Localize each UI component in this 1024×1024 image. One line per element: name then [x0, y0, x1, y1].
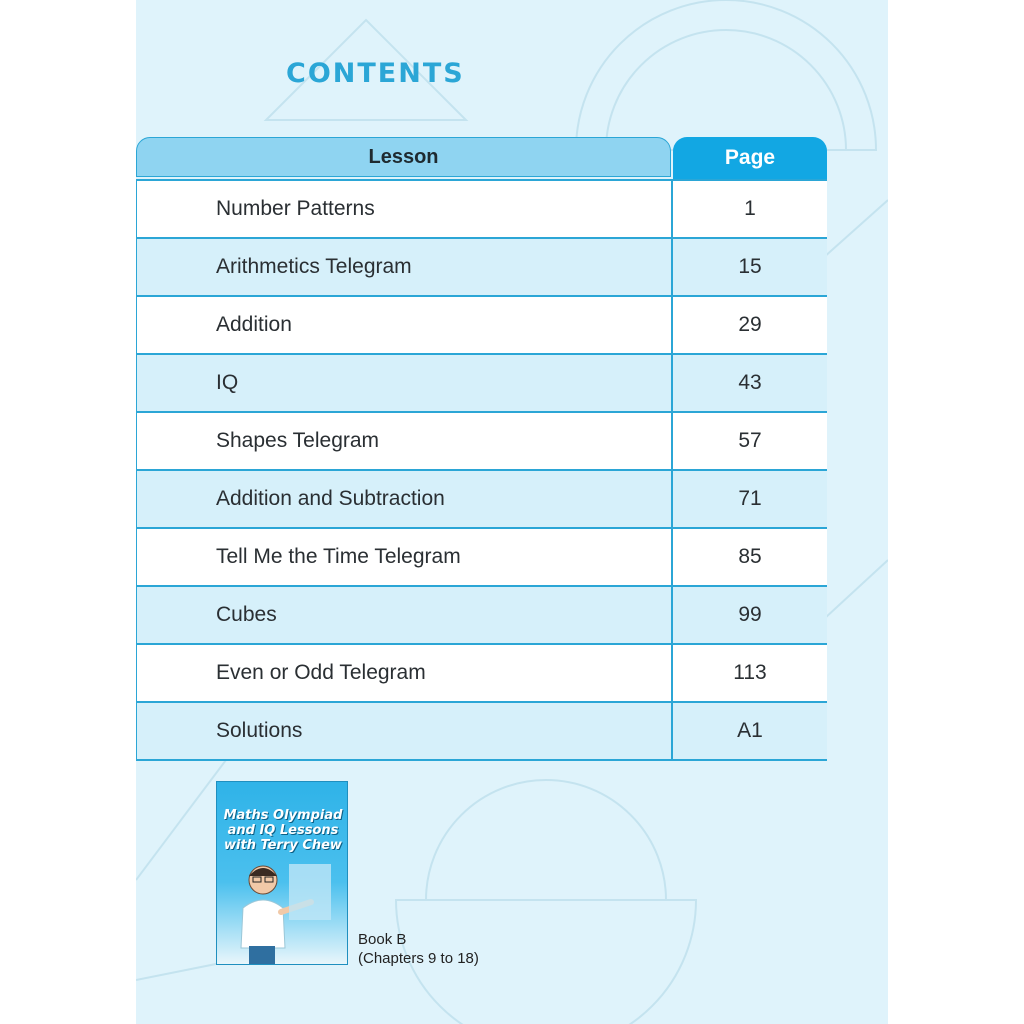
lesson-cell: Cubes	[137, 587, 673, 643]
table-row	[136, 181, 827, 239]
book-chapters: (Chapters 9 to 18)	[358, 950, 479, 967]
contents-page	[136, 0, 888, 1024]
contents-table	[136, 137, 827, 761]
table-row	[136, 471, 827, 529]
page-column-header: Page	[673, 137, 827, 179]
lesson-cell: IQ	[137, 355, 673, 411]
lesson-cell: Number Patterns	[137, 181, 673, 237]
table-row	[136, 529, 827, 587]
lesson-column-header: Lesson	[136, 137, 671, 177]
page-cell: 71	[738, 487, 762, 510]
cover-title-line: and IQ Lessons	[227, 823, 339, 838]
book-name: Book B	[358, 931, 407, 948]
page-cell: A1	[737, 719, 763, 742]
page-cell: 113	[733, 661, 767, 684]
lesson-cell: Tell Me the Time Telegram	[137, 529, 673, 585]
page-cell: 99	[738, 603, 762, 626]
book-cover-image	[216, 781, 348, 965]
page-cell: 43	[738, 371, 762, 394]
page-cell: 1	[744, 197, 756, 220]
table-row	[136, 645, 827, 703]
lesson-cell: Solutions	[137, 703, 673, 759]
table-row	[136, 239, 827, 297]
table-body	[136, 179, 827, 761]
page-title: CONTENTS	[286, 58, 465, 89]
book-cover-title	[221, 808, 345, 853]
cover-title-line: Maths Olympiad	[223, 808, 343, 823]
cover-figure-illustration	[231, 858, 335, 964]
page-cell: 29	[738, 313, 762, 336]
table-row	[136, 703, 827, 761]
lesson-cell: Addition and Subtraction	[137, 471, 673, 527]
table-row	[136, 587, 827, 645]
table-header	[136, 137, 827, 179]
lesson-cell: Arithmetics Telegram	[137, 239, 673, 295]
table-row	[136, 355, 827, 413]
page-cell: 15	[738, 255, 762, 278]
table-row	[136, 413, 827, 471]
cover-title-line: with Terry Chew	[224, 838, 342, 853]
page-cell: 85	[738, 545, 762, 568]
book-caption	[358, 930, 479, 968]
lesson-cell: Even or Odd Telegram	[137, 645, 673, 701]
table-row	[136, 297, 827, 355]
page-cell: 57	[738, 429, 762, 452]
lesson-cell: Addition	[137, 297, 673, 353]
lesson-cell: Shapes Telegram	[137, 413, 673, 469]
